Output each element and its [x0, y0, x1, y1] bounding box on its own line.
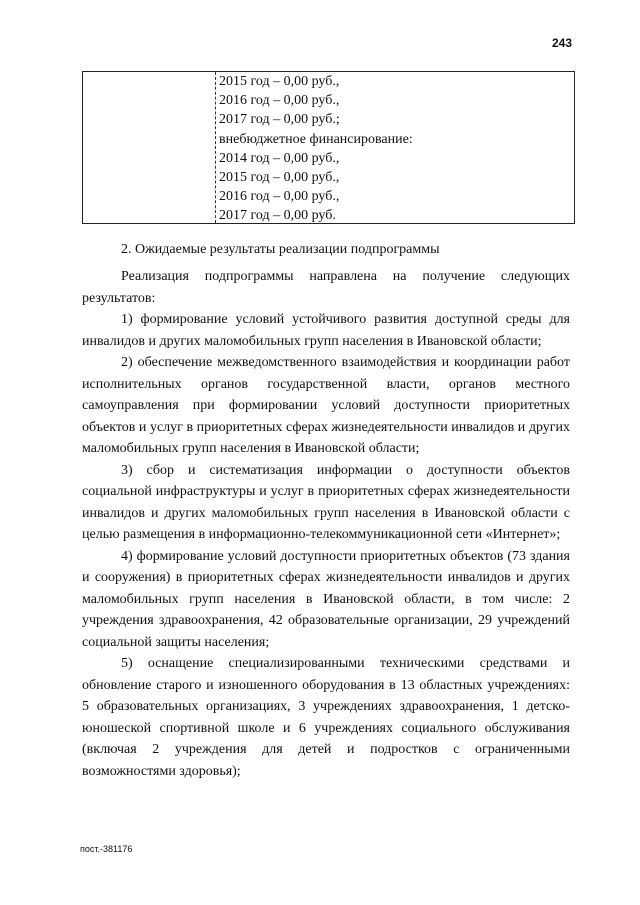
- result-item-5: 5) оснащение специализированными техническими средствами и обновление старого и изношенного оборудования в 13 областных учреждениях: 5 образовательных организациях, 3 учреждениях здравоохранения, 1 детско-юношеской спортивной школе и 6 учреждениях социального обслуживания (включая 2 учреждения для детей и подростков с ограниченными возможностями здоровья);: [82, 656, 570, 779]
- funding-line: внебюджетное финансирование:: [219, 131, 413, 147]
- funding-line: 2016 год – 0,00 руб.,: [219, 189, 340, 205]
- funding-line: 2015 год – 0,00 руб.,: [219, 170, 340, 186]
- result-item-3: 3) сбор и систематизация информации о доступности объектов социальной инфраструктуры и услуг в приоритетных сферах жизнедеятельности инвалидов и других маломобильных групп населения в Ивановской области с целью размещения в информационно-телекоммуникационной сети «Интернет»;: [82, 462, 570, 542]
- intro-paragraph: Реализация подпрограммы направлена на получение следующих результатов:: [82, 269, 570, 306]
- body-text: [82, 266, 570, 782]
- table-column-divider: [215, 72, 216, 223]
- funding-line: 2016 год – 0,00 руб.,: [219, 93, 340, 109]
- funding-table: [82, 71, 575, 224]
- funding-lines: [219, 72, 413, 226]
- funding-line: 2015 год – 0,00 руб.,: [219, 74, 340, 89]
- funding-line: 2014 год – 0,00 руб.,: [219, 150, 340, 166]
- result-item-4: 4) формирование условий доступности приоритетных объектов (73 здания и сооружения) в приоритетных сферах жизнедеятельности инвалидов и других маломобильных групп населения в Ивановской области, в том числе: 2 учреждения здравоохранения, 42 образовательные организации, 29 учреждений социальной защиты населения;: [82, 548, 570, 650]
- section-heading: 2. Ожидаемые результаты реализации подпрограммы: [121, 242, 440, 257]
- funding-line: 2017 год – 0,00 руб.;: [219, 112, 340, 128]
- document-code: пост.-381176: [80, 844, 133, 854]
- page-number: 243: [551, 36, 572, 50]
- result-item-1: 1) формирование условий устойчивого развития доступной среды для инвалидов и других маломобильных групп населения в Ивановской области;: [82, 312, 570, 349]
- result-item-2: 2) обеспечение межведомственного взаимодействия и координации работ исполнительных органов государственной власти, органов местного самоуправления при формировании условий доступности приоритетных объектов и услуг в приоритетных сферах жизнедеятельности инвалидов и других маломобильных групп населения в Ивановской области;: [82, 355, 570, 456]
- funding-line: 2017 год – 0,00 руб.: [219, 208, 336, 224]
